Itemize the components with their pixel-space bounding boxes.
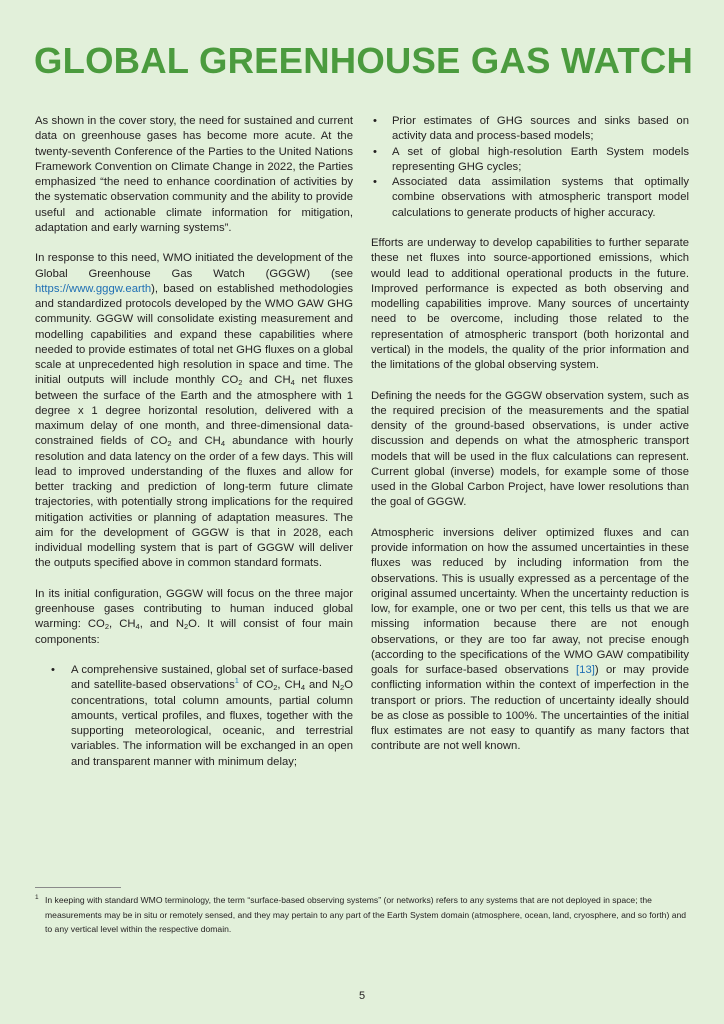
text-run: and N bbox=[305, 679, 341, 692]
paragraph bbox=[371, 389, 689, 511]
footnote-mark: 1 bbox=[35, 894, 39, 901]
text-run: of CO bbox=[238, 679, 274, 692]
text-run: Prior estimates of GHG sources and sinks based on activity data and process-based models; bbox=[392, 115, 689, 143]
text-run: In its initial configuration, GGGW will focus on the three major greenhouse gases contributing to human induced global warming: CO bbox=[35, 587, 353, 631]
footnote-reference[interactable]: 1 bbox=[234, 676, 239, 686]
left-column bbox=[35, 114, 353, 785]
text-run: Associated data assimilation systems that optimally combine observations with atmospheric transport model calculations to generate products of higher accuracy. bbox=[392, 176, 689, 219]
text-run: Efforts are underway to develop capabilities to further separate these net fluxes into source-apportioned emissions, which would lead to additional operational products in the future. Improved performance is expected as both observing and modelling capabilities improve. Many sources of uncertainty need to be overcome, including those related to the representation of atmospheric transport (both horizontal and vertical) in the models, the quality of the prior information and the limitations of the global observing system. bbox=[371, 237, 689, 371]
bullet-icon: • bbox=[373, 145, 377, 158]
text-run: net fluxes between the surface of the Earth and the atmosphere with 1 degree x 1 degree horizontal resolution, delivered with a maximum delay of one month, and three-dimensional data-constrained fields of CO bbox=[35, 374, 354, 448]
text-run: A set of global high-resolution Earth System models representing GHG cycles; bbox=[392, 145, 689, 173]
subscript: 4 bbox=[290, 378, 295, 388]
paragraph bbox=[371, 526, 689, 755]
link[interactable]: [13] bbox=[576, 664, 595, 676]
text-run: , CH bbox=[109, 618, 136, 631]
bullet-list bbox=[371, 114, 689, 221]
text-run: Atmospheric inversions deliver optimized fluxes and can provide information on how the assumed uncertainties in these fluxes was reduced by including information from the observations. This is usually expressed as a percentage of the original assumed uncertainty. When the uncertainty reduction is low, for example, one or two per cent, this tells us that we are missing information because there are not enough observations, or they are too far away, not precise enough (according to the specifications of the WMO GAW compatibility goals for surface-based observations bbox=[371, 526, 689, 676]
text-run: , and N bbox=[139, 618, 184, 631]
list-item bbox=[371, 145, 689, 176]
subscript: 2 bbox=[340, 683, 345, 693]
footnote-text: In keeping with standard WMO terminology, the term “surface-based observing systems” (or networks) refers to any systems that are not deployed in space; the measurements may be in situ or remotely sensed, and they may pertain to any part of the Earth System domain (atmosphere, ocean, land, cryosphere, and so forth) and to any vertical level within the respective domain. bbox=[45, 895, 687, 934]
text-run: ) or may provide conflicting information within the context of imperfection in the transport or priors. The reduction of uncertainty ideally should be as close as possible to 100%. The uncertainties of the initial flux estimates are not easy to quantify as many factors that contribute are not well known. bbox=[371, 664, 689, 753]
subscript: 4 bbox=[300, 683, 306, 693]
right-column bbox=[371, 114, 689, 770]
footnote-divider bbox=[35, 887, 121, 888]
list-item bbox=[371, 175, 689, 221]
text-run: O. It will consist of four main components: bbox=[35, 618, 353, 646]
subscript: 2 bbox=[273, 683, 278, 693]
text-run: Defining the needs for the GGGW observation system, such as the required precision of the measurements and the spatial density of the ground-based observations, is under active discussion and depends on what the atmospheric transport models that will be used in the flux calculations can represent. Current global (inverse) models, for example some of those used in the Global Carbon Project, have lower resolutions than the goal of GGGW. bbox=[371, 389, 689, 509]
subscript: 2 bbox=[167, 439, 172, 449]
text-run: O concentrations, total column amounts, partial column amounts, vertical profiles, and fluxes, together with the supporting meteorological, oceanic, and terrestrial variables. The information will be exchanged in an open and transparent manner with minimum delay; bbox=[71, 679, 353, 768]
subscript: 2 bbox=[104, 622, 110, 632]
text-run: As shown in the cover story, the need for sustained and current data on greenhouse gases has become more acute. At the twenty-seventh Conference of the Parties to the United Nations Framework Convention on Climate Change in 2022, the Parties emphasized “the need to enhance coordination of activities by the systematic observation community and the ability to provide useful and actionable climate information for mitigation, adaptation and early warning systems”. bbox=[35, 115, 353, 234]
subscript: 2 bbox=[184, 622, 189, 632]
text-run: and CH bbox=[242, 374, 291, 387]
page-title: GLOBAL GREENHOUSE GAS WATCH bbox=[34, 40, 694, 81]
bullet-icon: • bbox=[51, 664, 55, 676]
list-item bbox=[371, 114, 689, 145]
text-run: abundance with hourly resolution and data latency on the order of a few days. This will lead to improved understanding of the fluxes and allow for better tracking and prediction of long-term future climate trajectories, with potentially strong implications for the required mitigation activities or planning of adaptation measures. The aim for the development of GGGW is that in 2028, each individual modelling system that is part of GGGW will deliver the outputs specified above in common standard formats. bbox=[35, 435, 353, 570]
list-item bbox=[35, 663, 353, 770]
text-run: , CH bbox=[277, 679, 301, 692]
text-run: In response to this need, WMO initiated the development of the Global Greenhouse Gas Watch (GGGW) (see bbox=[35, 252, 353, 280]
text-run: A comprehensive sustained, global set of surface-based and satellite-based observations bbox=[71, 664, 353, 692]
bullet-icon: • bbox=[373, 176, 377, 188]
text-run: ), based on established methodologies and standardized protocols developed by the WMO GAW GHG community. GGGW will consolidate existing measurement and modelling capabilities and expand these capabilities where needed to provide estimates of total net GHG fluxes on a global scale at unprecedented high resolution in space and time. The initial outputs will include monthly CO bbox=[35, 282, 353, 387]
page-number: 5 bbox=[358, 990, 366, 1002]
bullet-icon: • bbox=[373, 115, 377, 127]
footnote bbox=[35, 893, 695, 937]
link[interactable]: https://www.gggw.earth bbox=[35, 282, 152, 295]
paragraph bbox=[371, 236, 689, 373]
text-run: and CH bbox=[171, 435, 221, 448]
paragraph bbox=[35, 587, 353, 648]
paragraph bbox=[35, 251, 353, 571]
subscript: 2 bbox=[238, 378, 243, 388]
subscript: 4 bbox=[220, 439, 226, 449]
bullet-list bbox=[35, 663, 353, 770]
paragraph bbox=[35, 114, 353, 236]
subscript: 4 bbox=[135, 622, 140, 632]
